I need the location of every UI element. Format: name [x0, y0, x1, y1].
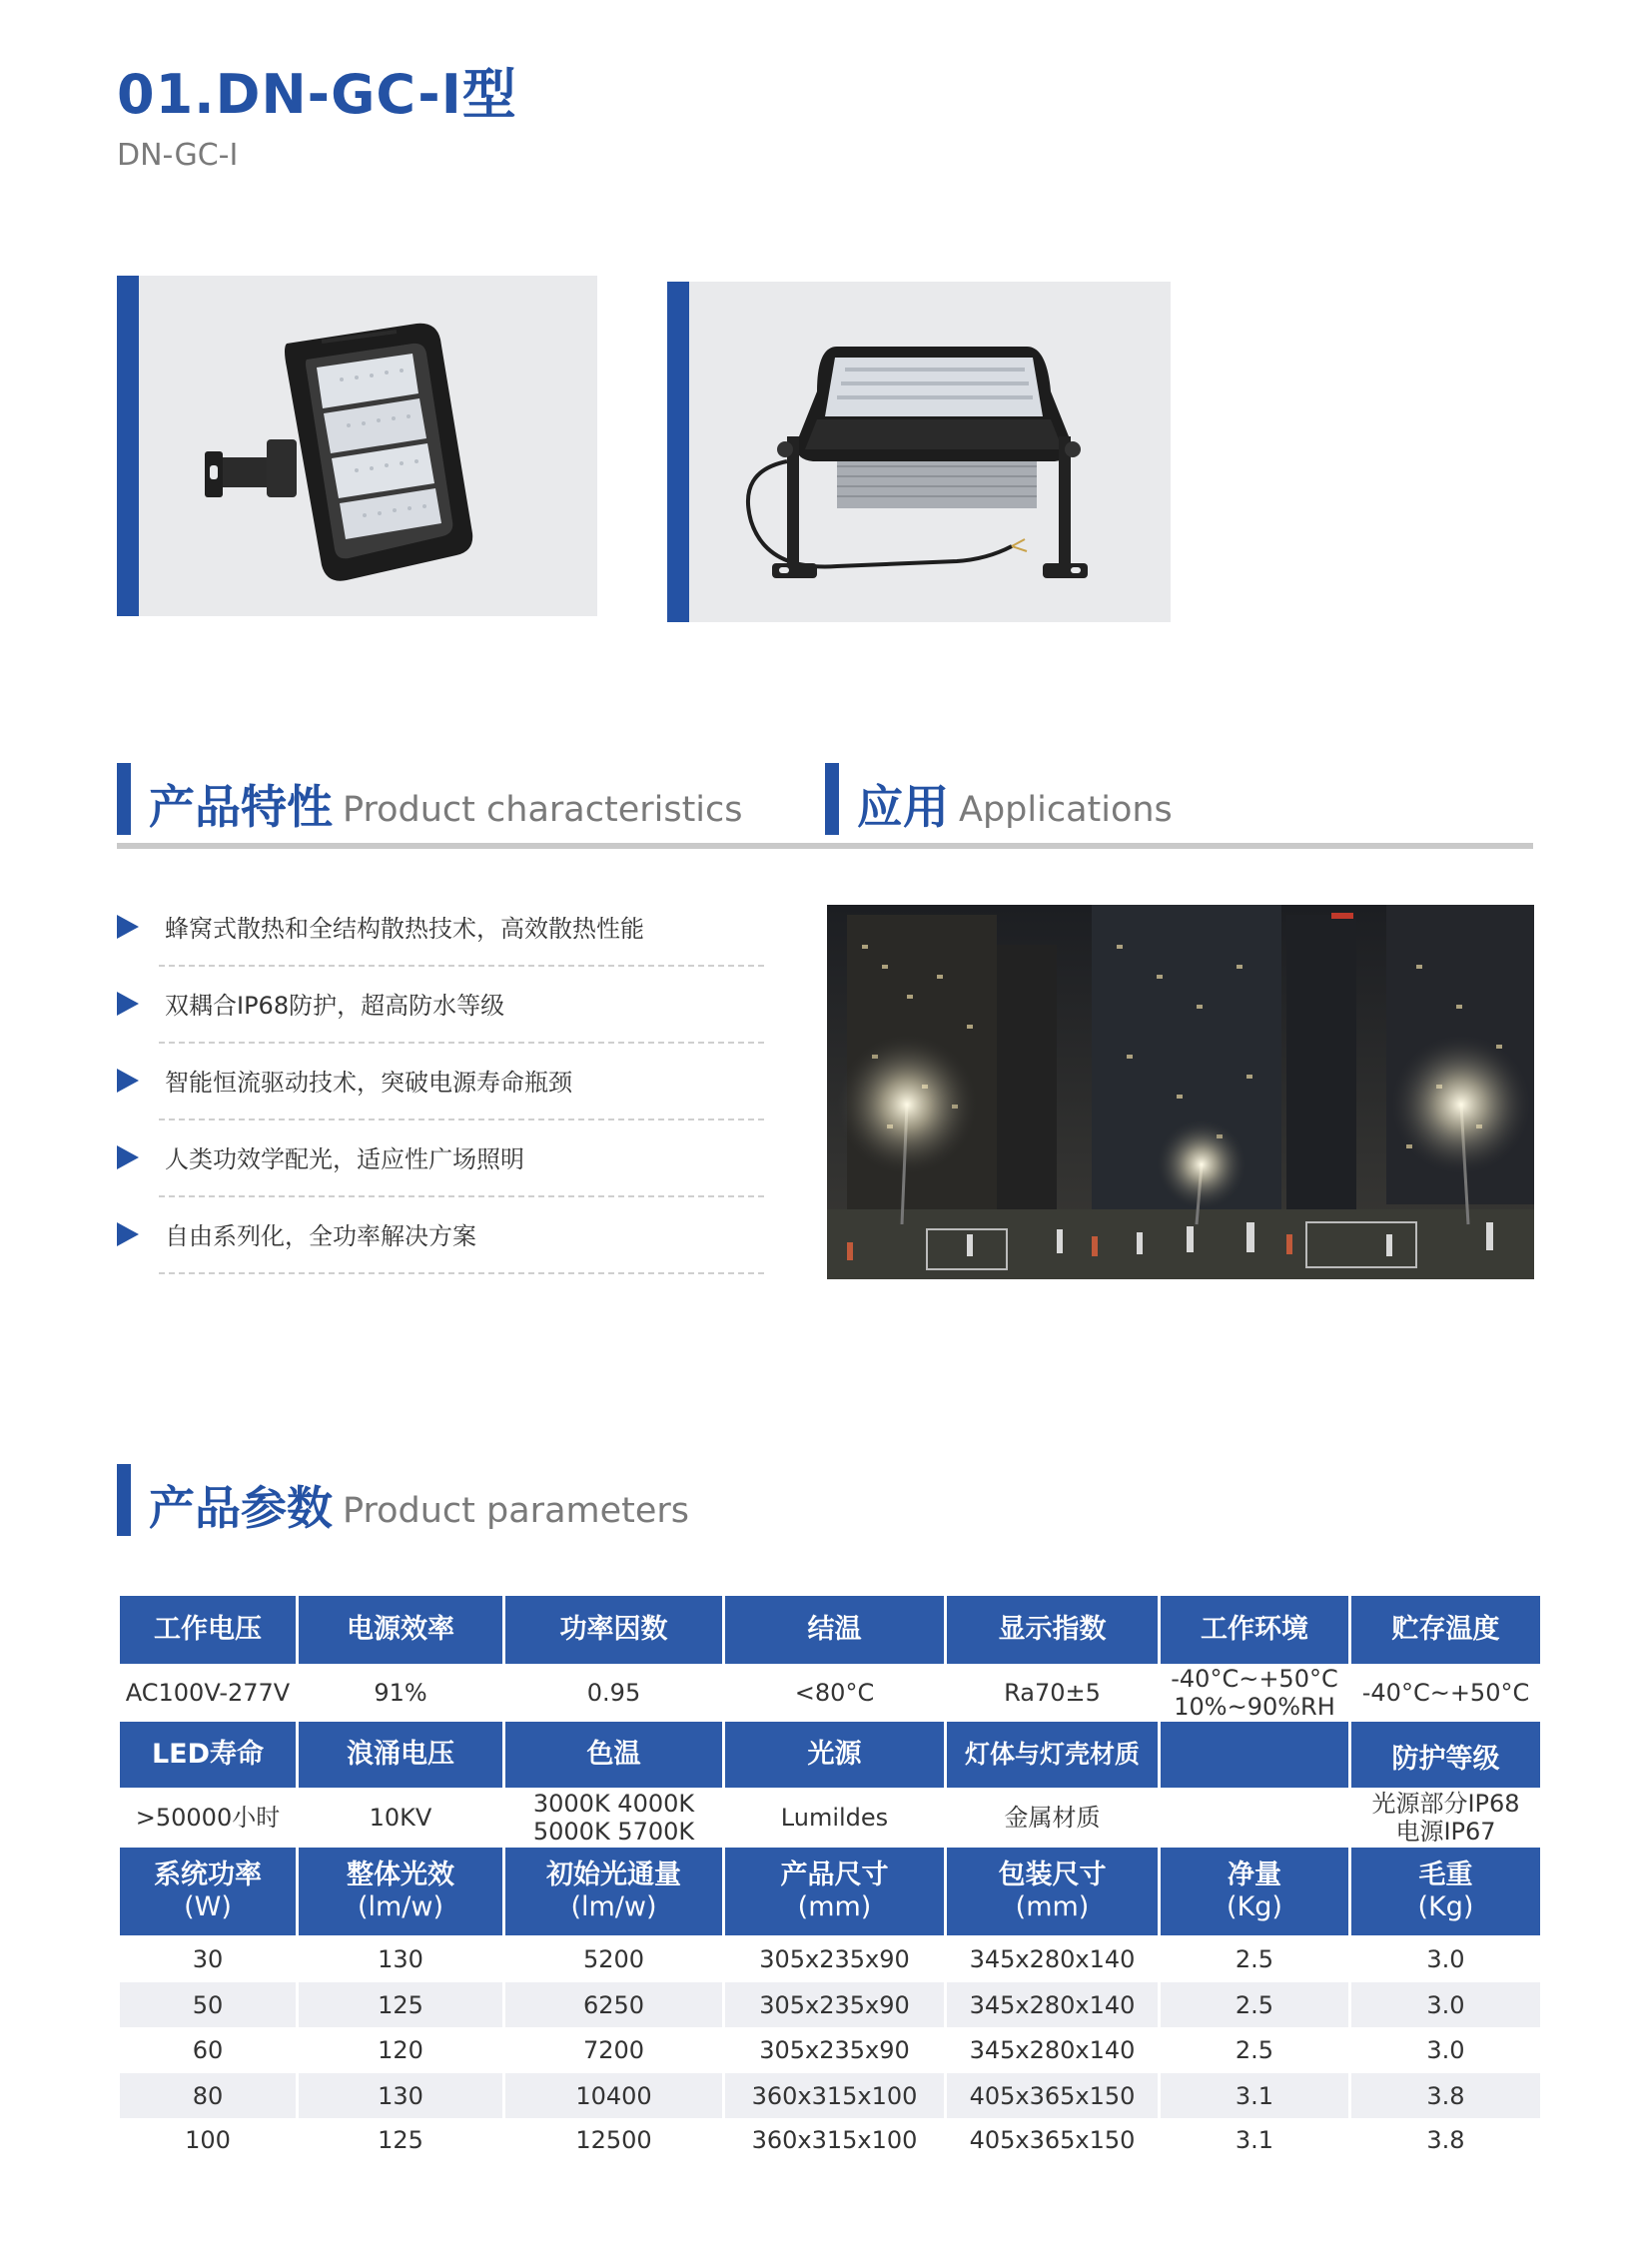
section-title-en: Product characteristics — [343, 790, 743, 830]
table-row — [120, 2027, 1540, 2073]
value-cell: 3.0 — [1351, 1982, 1540, 2027]
value-cell: 3.8 — [1351, 2073, 1540, 2118]
header-cell — [1161, 1722, 1348, 1788]
section-title-en: Applications — [959, 790, 1173, 830]
night-stadium-illustration — [827, 905, 1534, 1279]
value-cell: 2.5 — [1235, 1944, 1274, 1973]
value-cell: 3000K 4000K 5000K 5700K — [532, 1790, 695, 1846]
header-unit: (Kg) — [1417, 1891, 1474, 1922]
feature-text: 人类功效学配光，适应性广场照明 — [165, 1145, 524, 1173]
value-cell: 5200 — [582, 1944, 645, 1973]
product-side-image — [667, 282, 1171, 622]
section-heading-applications — [825, 763, 1173, 835]
header-unit: (lm/w) — [357, 1891, 444, 1922]
value-cell: 80 — [120, 2073, 296, 2118]
value-cell: Ra70±5 — [1004, 1679, 1101, 1707]
header-unit: (W) — [184, 1891, 232, 1922]
dashed-separator — [159, 1119, 764, 1120]
header-unit: (mm) — [1015, 1891, 1090, 1922]
value-cell: 305x235x90 — [725, 1982, 944, 2027]
value-cell: 30 — [192, 1944, 224, 1973]
floodlight-front-illustration — [117, 276, 597, 616]
value-cell: 3.1 — [1161, 2073, 1348, 2118]
triangle-bullet-icon — [117, 1222, 139, 1246]
value-cell: -40°C~+50°C 10%~90%RH — [1171, 1665, 1338, 1721]
header-main: 产品尺寸 — [780, 1860, 889, 1890]
header-unit: (Kg) — [1227, 1891, 1282, 1922]
parameter-table — [117, 1596, 1543, 2162]
feature-item — [117, 1222, 764, 1299]
value-cell: 305x235x90 — [759, 1944, 910, 1973]
section-title-cn: 应用 — [857, 780, 949, 834]
value-cell: 3.0 — [1426, 2036, 1465, 2064]
header-cell: 显示指数 — [947, 1596, 1158, 1664]
value-cell: 125 — [378, 2126, 423, 2154]
dashed-separator — [159, 1042, 764, 1044]
section-title-cn: 产品特性 — [149, 780, 333, 834]
dashed-separator — [159, 1195, 764, 1197]
value-cell: 60 — [192, 2036, 224, 2064]
header-cell: 浪涌电压 — [299, 1722, 502, 1788]
table-header-row — [120, 1722, 1540, 1788]
value-cell: 10400 — [505, 2073, 722, 2118]
header-main: 净量 — [1228, 1860, 1281, 1890]
header-cell — [1351, 1848, 1540, 1935]
header-cell — [947, 1848, 1158, 1935]
header-cell: 光源 — [725, 1722, 944, 1788]
value-cell: 3.0 — [1426, 1944, 1465, 1973]
feature-text: 自由系列化，全功率解决方案 — [165, 1222, 476, 1250]
section-title-cn: 产品参数 — [149, 1481, 333, 1535]
header-cell: 电源效率 — [299, 1596, 502, 1664]
value-cell: 100 — [185, 2126, 231, 2154]
triangle-bullet-icon — [117, 1069, 139, 1093]
triangle-bullet-icon — [117, 1145, 139, 1169]
value-cell: <80°C — [794, 1679, 875, 1707]
section-divider — [117, 843, 1533, 849]
table-row — [120, 2118, 1540, 2162]
product-front-image — [117, 276, 597, 616]
value-cell: 130 — [299, 2073, 502, 2118]
header-cell: 功率因数 — [505, 1596, 722, 1664]
value-cell: >50000小时 — [135, 1804, 281, 1832]
value-cell: 130 — [378, 1944, 423, 1973]
section-accent-bar — [117, 1464, 131, 1536]
value-cell: 3.8 — [1426, 2126, 1465, 2154]
value-cell: 345x280x140 — [969, 1944, 1136, 1973]
table-row — [120, 1788, 1540, 1848]
header-main: 毛重 — [1418, 1860, 1473, 1890]
section-accent-bar — [825, 763, 839, 835]
triangle-bullet-icon — [117, 915, 139, 939]
header-main: 系统功率 — [154, 1860, 262, 1890]
header-unit: (mm) — [797, 1891, 872, 1922]
application-image — [827, 905, 1534, 1279]
value-cell: 2.5 — [1161, 1982, 1348, 2027]
feature-item — [117, 1145, 764, 1222]
feature-item — [117, 992, 764, 1069]
value-cell: 光源部分IP68 电源IP67 — [1371, 1790, 1520, 1846]
header-cell — [1161, 1848, 1348, 1935]
value-cell: AC100V-277V — [125, 1679, 291, 1707]
value-cell: 345x280x140 — [947, 1982, 1158, 2027]
header-main: 整体光效 — [347, 1860, 454, 1890]
feature-text: 双耦合IP68防护，超高防水等级 — [165, 992, 505, 1020]
floodlight-side-illustration — [667, 282, 1171, 622]
triangle-bullet-icon — [117, 992, 139, 1016]
table-row — [120, 2073, 1540, 2118]
value-cell: Lumildes — [780, 1804, 889, 1832]
header-cell — [505, 1848, 722, 1935]
section-heading-parameters — [117, 1464, 689, 1536]
value-cell: 360x315x100 — [751, 2126, 918, 2154]
value-cell — [1161, 1788, 1348, 1848]
value-cell: 3.1 — [1235, 2126, 1274, 2154]
header-cell: LED寿命 — [120, 1722, 296, 1788]
value-cell: 0.95 — [586, 1679, 641, 1707]
value-cell: 2.5 — [1235, 2036, 1274, 2064]
header-unit: (lm/w) — [570, 1891, 657, 1922]
value-cell: 345x280x140 — [969, 2036, 1136, 2064]
table-row — [120, 1664, 1540, 1722]
header-cell: 色温 — [505, 1722, 722, 1788]
header-main: 包装尺寸 — [998, 1860, 1107, 1890]
feature-text: 智能恒流驱动技术，突破电源寿命瓶颈 — [165, 1069, 572, 1097]
table-header-row — [120, 1848, 1540, 1935]
header-cell: 防护等级 — [1351, 1722, 1540, 1788]
header-cell: 工作环境 — [1161, 1596, 1348, 1664]
value-cell: 120 — [378, 2036, 423, 2064]
feature-text: 蜂窝式散热和全结构散热技术，高效散热性能 — [165, 915, 644, 943]
header-cell — [120, 1848, 296, 1935]
value-cell: 金属材质 — [1004, 1804, 1101, 1832]
value-cell: -40°C~+50°C — [1361, 1679, 1530, 1707]
header-cell — [299, 1848, 502, 1935]
page-subtitle: DN-GC-I — [117, 138, 239, 173]
dashed-separator — [159, 1272, 764, 1274]
table-row — [120, 1935, 1540, 1982]
feature-item — [117, 1069, 764, 1145]
header-cell: 结温 — [725, 1596, 944, 1664]
value-cell: 405x365x150 — [969, 2126, 1136, 2154]
value-cell: 305x235x90 — [759, 2036, 910, 2064]
section-title-en: Product parameters — [343, 1491, 690, 1531]
value-cell: 12500 — [575, 2126, 652, 2154]
header-cell: 工作电压 — [120, 1596, 296, 1664]
section-heading-features — [117, 763, 743, 835]
header-cell: 贮存温度 — [1351, 1596, 1540, 1664]
value-cell: 91% — [374, 1679, 427, 1707]
header-cell — [725, 1848, 944, 1935]
value-cell: 50 — [120, 1982, 296, 2027]
value-cell: 360x315x100 — [725, 2073, 944, 2118]
value-cell: 10KV — [369, 1804, 432, 1832]
value-cell: 7200 — [582, 2036, 645, 2064]
section-accent-bar — [117, 763, 131, 835]
table-row — [120, 1982, 1540, 2027]
dashed-separator — [159, 965, 764, 967]
table-header-row — [120, 1596, 1540, 1664]
header-cell: 灯体与灯壳材质 — [947, 1722, 1158, 1788]
value-cell: 405x365x150 — [947, 2073, 1158, 2118]
value-cell: 6250 — [505, 1982, 722, 2027]
value-cell: 125 — [299, 1982, 502, 2027]
page-title: 01.DN-GC-I型 — [117, 63, 517, 126]
header-main: 初始光通量 — [546, 1860, 681, 1890]
feature-item — [117, 915, 764, 992]
